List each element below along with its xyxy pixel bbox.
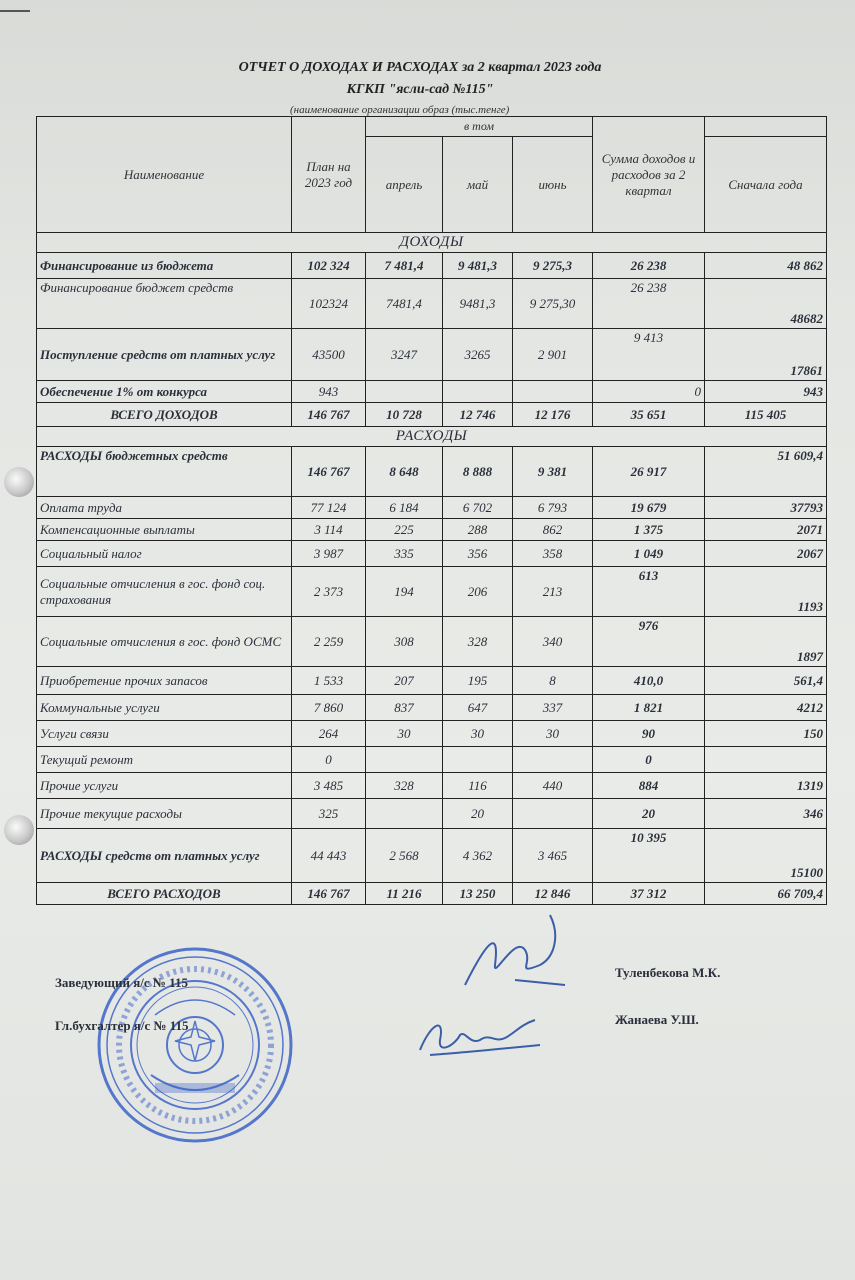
- row-name: Коммунальные услуги: [37, 695, 292, 721]
- row-april: 194: [366, 567, 443, 617]
- head-signature-label: Заведующий я/с № 115: [55, 975, 188, 990]
- row-sum: 1 375: [593, 519, 705, 541]
- row-june: 12 176: [513, 403, 593, 427]
- row-ytd: 150: [705, 721, 827, 747]
- row-ytd: 561,4: [705, 667, 827, 695]
- row-june: 12 846: [513, 883, 593, 905]
- row-may: 116: [443, 773, 513, 799]
- row-sum: 35 651: [593, 403, 705, 427]
- row-april: 2 568: [366, 829, 443, 883]
- row-name: Социальный налог: [37, 541, 292, 567]
- row-sum: 884: [593, 773, 705, 799]
- row-april: [366, 747, 443, 773]
- top-edge-line: [0, 10, 30, 12]
- row-ytd: 51 609,4: [705, 447, 827, 497]
- row-plan: 7 860: [292, 695, 366, 721]
- row-name: Компенсационные выплаты: [37, 519, 292, 541]
- row-may: 356: [443, 541, 513, 567]
- row-june: 9 275,3: [513, 253, 593, 279]
- row-april: 6 184: [366, 497, 443, 519]
- row-plan: 264: [292, 721, 366, 747]
- row-plan: 2 259: [292, 617, 366, 667]
- row-april: 7481,4: [366, 279, 443, 329]
- income-section-title: ДОХОДЫ: [37, 233, 827, 253]
- row-plan: 77 124: [292, 497, 366, 519]
- row-plan: 2 373: [292, 567, 366, 617]
- punch-hole-icon: [4, 467, 34, 497]
- header-name: Наименование: [37, 117, 292, 233]
- row-plan: 146 767: [292, 403, 366, 427]
- header-april: апрель: [366, 137, 443, 233]
- row-april: 11 216: [366, 883, 443, 905]
- report-title: ОТЧЕТ О ДОХОДАХ И РАСХОДАХ за 2 квартал 2023 года: [238, 60, 602, 75]
- row-plan: 3 114: [292, 519, 366, 541]
- row-name: Финансирование из бюджета: [37, 253, 292, 279]
- row-april: 7 481,4: [366, 253, 443, 279]
- row-name: Приобретение прочих запасов: [37, 667, 292, 695]
- row-june: [513, 747, 593, 773]
- row-june: 3 465: [513, 829, 593, 883]
- table-row: [37, 381, 827, 403]
- row-name: ВСЕГО РАСХОДОВ: [37, 883, 292, 905]
- row-name: Поступление средств от платных услуг: [37, 329, 292, 381]
- row-sum: 90: [593, 721, 705, 747]
- header-may: май: [443, 137, 513, 233]
- row-june: 440: [513, 773, 593, 799]
- row-ytd: 37793: [705, 497, 827, 519]
- expense-total-row: [37, 883, 827, 905]
- row-name: Прочие текущие расходы: [37, 799, 292, 829]
- organization-caption: (наименование организации образ (тыс.тенге): [290, 104, 510, 116]
- row-april: 837: [366, 695, 443, 721]
- header-june: июнь: [513, 137, 593, 233]
- header-plan: План на 2023 год: [292, 117, 366, 233]
- income-expense-table: [36, 116, 827, 905]
- table-row: [37, 567, 827, 617]
- row-plan: 102 324: [292, 253, 366, 279]
- header-year-to-date: Сначала года: [705, 137, 827, 233]
- row-plan: 1 533: [292, 667, 366, 695]
- row-plan: 102324: [292, 279, 366, 329]
- row-may: 328: [443, 617, 513, 667]
- row-ytd: 1319: [705, 773, 827, 799]
- row-sum: 20: [593, 799, 705, 829]
- punch-hole-icon: [4, 815, 34, 845]
- row-name: Социальные отчисления в гос. фонд ОСМС: [37, 617, 292, 667]
- row-name: РАСХОДЫ средств от платных услуг: [37, 829, 292, 883]
- row-plan: 0: [292, 747, 366, 773]
- row-june: 8: [513, 667, 593, 695]
- row-may: 288: [443, 519, 513, 541]
- row-name: Социальные отчисления в гос. фонд соц. страхования: [37, 567, 292, 617]
- row-sum: 10 395: [593, 829, 705, 883]
- row-plan: 943: [292, 381, 366, 403]
- row-ytd: [705, 747, 827, 773]
- table-row: [37, 721, 827, 747]
- row-ytd: 346: [705, 799, 827, 829]
- row-ytd: 1193: [705, 567, 827, 617]
- table-row: [37, 747, 827, 773]
- row-june: [513, 381, 593, 403]
- row-sum: 19 679: [593, 497, 705, 519]
- table-row: [37, 829, 827, 883]
- row-sum: 9 413: [593, 329, 705, 381]
- row-plan: 325: [292, 799, 366, 829]
- row-plan: 146 767: [292, 447, 366, 497]
- row-name: Прочие услуги: [37, 773, 292, 799]
- row-name: Обеспечение 1% от конкурса: [37, 381, 292, 403]
- row-plan: 3 485: [292, 773, 366, 799]
- row-ytd: 48682: [705, 279, 827, 329]
- row-ytd: 2071: [705, 519, 827, 541]
- row-april: [366, 799, 443, 829]
- row-ytd: 15100: [705, 829, 827, 883]
- row-april: 3247: [366, 329, 443, 381]
- accountant-signature-name: Жанаева У.Ш.: [615, 1012, 699, 1027]
- row-april: 8 648: [366, 447, 443, 497]
- row-may: 8 888: [443, 447, 513, 497]
- table-row: [37, 541, 827, 567]
- row-sum: 613: [593, 567, 705, 617]
- row-june: 6 793: [513, 497, 593, 519]
- row-june: 862: [513, 519, 593, 541]
- table-row: [37, 329, 827, 381]
- row-ytd: 48 862: [705, 253, 827, 279]
- row-plan: 44 443: [292, 829, 366, 883]
- row-may: 206: [443, 567, 513, 617]
- accountant-signature-scribble: [410, 1005, 550, 1065]
- row-name: Оплата труда: [37, 497, 292, 519]
- row-may: 9 481,3: [443, 253, 513, 279]
- row-sum: 26 238: [593, 253, 705, 279]
- row-sum: 410,0: [593, 667, 705, 695]
- row-april: 30: [366, 721, 443, 747]
- row-may: [443, 747, 513, 773]
- row-june: [513, 799, 593, 829]
- head-signature-name: Туленбекова М.К.: [615, 965, 721, 980]
- head-signature-scribble: [455, 905, 575, 1000]
- row-may: 20: [443, 799, 513, 829]
- row-june: 9 381: [513, 447, 593, 497]
- row-april: 225: [366, 519, 443, 541]
- row-ytd: 943: [705, 381, 827, 403]
- row-name: Услуги связи: [37, 721, 292, 747]
- row-april: [366, 381, 443, 403]
- row-april: 335: [366, 541, 443, 567]
- row-name: Финансирование бюджет средств: [37, 279, 292, 329]
- row-name: Текущий ремонт: [37, 747, 292, 773]
- row-name: РАСХОДЫ бюджетных средств: [37, 447, 292, 497]
- organization-title: КГКП "ясли-сад №115": [346, 82, 494, 97]
- row-sum: 26 238: [593, 279, 705, 329]
- table-row: [37, 617, 827, 667]
- row-june: 30: [513, 721, 593, 747]
- row-june: 358: [513, 541, 593, 567]
- row-may: 12 746: [443, 403, 513, 427]
- table-row: [37, 279, 827, 329]
- row-sum: 1 821: [593, 695, 705, 721]
- row-sum: 26 917: [593, 447, 705, 497]
- income-total-row: [37, 403, 827, 427]
- row-plan: 3 987: [292, 541, 366, 567]
- accountant-signature-label: Гл.бухгалтер я/с № 115: [55, 1018, 189, 1033]
- row-april: 308: [366, 617, 443, 667]
- table-row: [37, 773, 827, 799]
- row-sum: 37 312: [593, 883, 705, 905]
- table-row: [37, 253, 827, 279]
- row-may: 9481,3: [443, 279, 513, 329]
- table-row: [37, 497, 827, 519]
- row-sum: 0: [593, 381, 705, 403]
- row-sum: 0: [593, 747, 705, 773]
- header-blank: [705, 117, 827, 137]
- row-may: 4 362: [443, 829, 513, 883]
- table-row: [37, 519, 827, 541]
- table-row: [37, 667, 827, 695]
- row-may: 13 250: [443, 883, 513, 905]
- row-plan: 43500: [292, 329, 366, 381]
- row-april: 328: [366, 773, 443, 799]
- header-in-that: в том: [366, 117, 593, 137]
- row-june: 2 901: [513, 329, 593, 381]
- row-may: 195: [443, 667, 513, 695]
- row-june: 337: [513, 695, 593, 721]
- row-may: 6 702: [443, 497, 513, 519]
- row-june: 9 275,30: [513, 279, 593, 329]
- row-ytd: 115 405: [705, 403, 827, 427]
- row-april: 207: [366, 667, 443, 695]
- row-may: 3265: [443, 329, 513, 381]
- expense-section-title: РАСХОДЫ: [37, 427, 827, 447]
- row-ytd: 1897: [705, 617, 827, 667]
- row-sum: 976: [593, 617, 705, 667]
- row-ytd: 4212: [705, 695, 827, 721]
- row-june: 213: [513, 567, 593, 617]
- row-sum: 1 049: [593, 541, 705, 567]
- row-may: [443, 381, 513, 403]
- row-ytd: 66 709,4: [705, 883, 827, 905]
- row-ytd: 17861: [705, 329, 827, 381]
- row-may: 30: [443, 721, 513, 747]
- table-row: [37, 799, 827, 829]
- row-plan: 146 767: [292, 883, 366, 905]
- row-ytd: 2067: [705, 541, 827, 567]
- table-row: [37, 695, 827, 721]
- row-name: ВСЕГО ДОХОДОВ: [37, 403, 292, 427]
- header-quarter-sum: Сумма доходов и расходов за 2 квартал: [593, 117, 705, 233]
- row-june: 340: [513, 617, 593, 667]
- row-april: 10 728: [366, 403, 443, 427]
- table-row: [37, 447, 827, 497]
- row-may: 647: [443, 695, 513, 721]
